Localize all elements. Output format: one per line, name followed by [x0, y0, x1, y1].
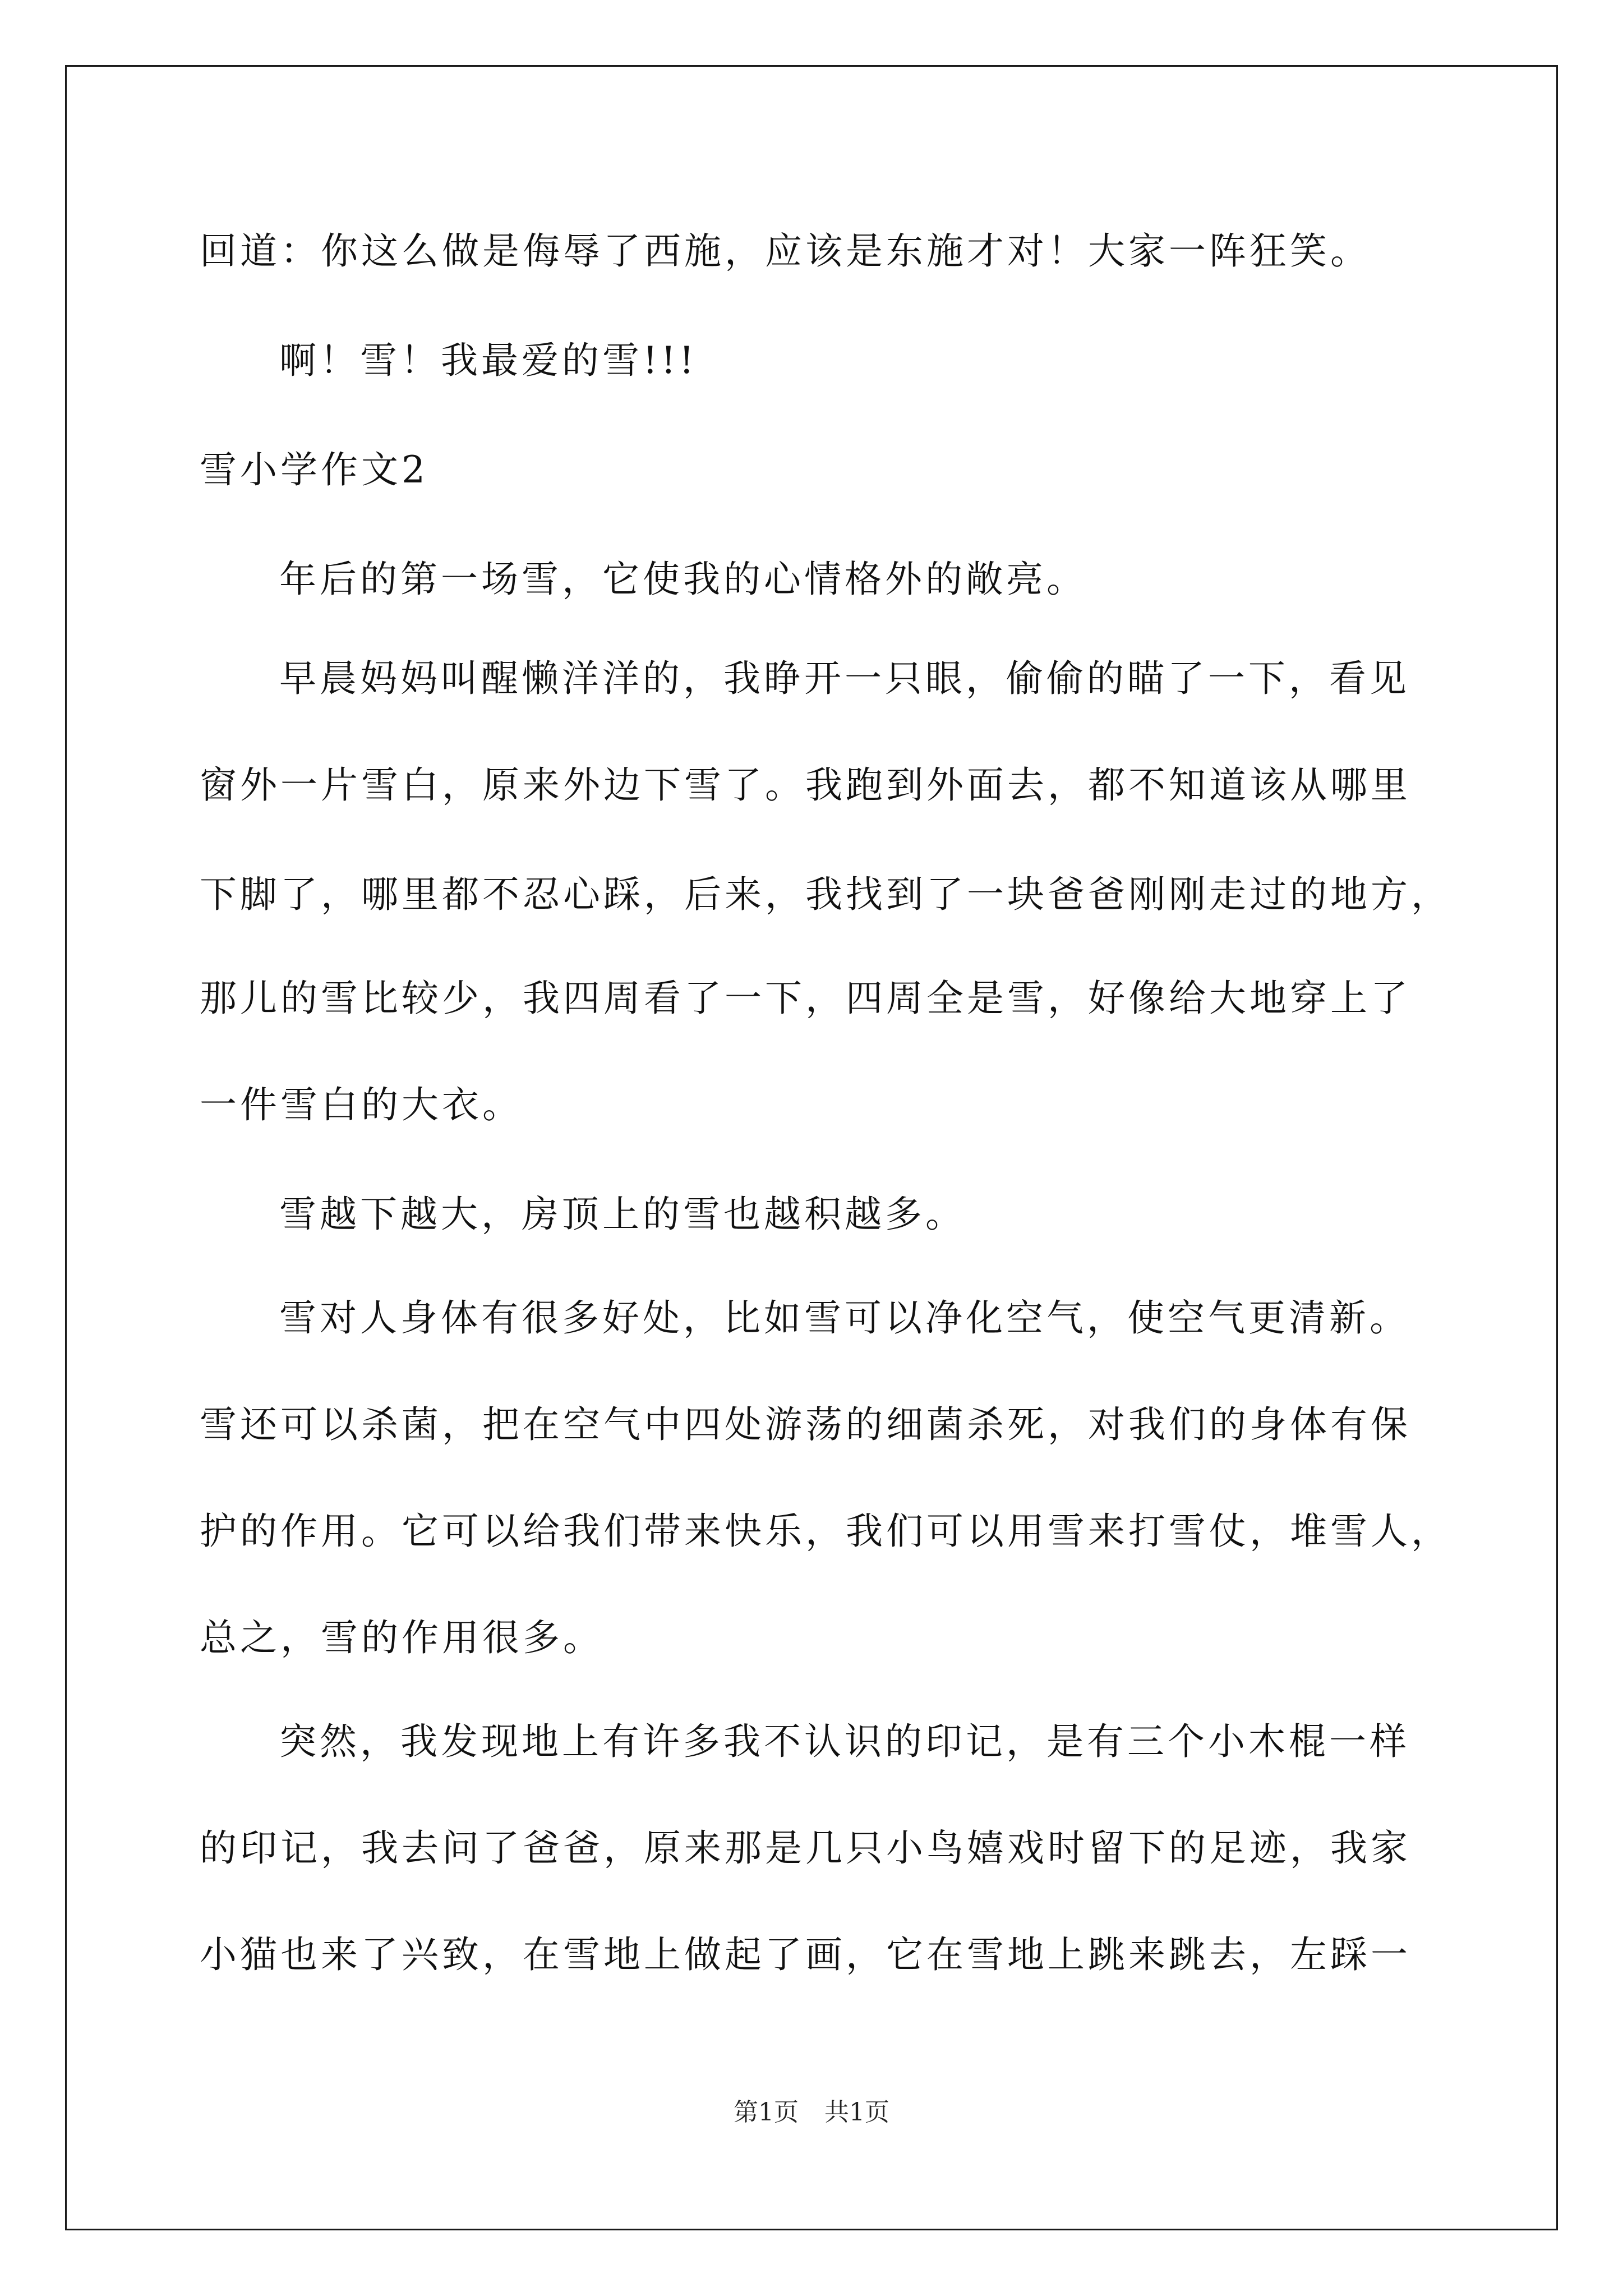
page-footer — [0, 2097, 1623, 2128]
text-line: 窗外一片雪白，原来外边下雪了。我跑到外面去，都不知道该从哪里 — [200, 763, 1411, 807]
text-line: 一件雪白的大衣。 — [200, 1083, 523, 1126]
section-heading: 雪小学作文2 — [200, 448, 428, 491]
text-line: 小猫也来了兴致，在雪地上做起了画，它在雪地上跳来跳去，左踩一 — [200, 1933, 1411, 1976]
text-line: 突然，我发现地上有许多我不认识的印记，是有三个小木棍一样 — [279, 1720, 1410, 1763]
text-line: 下脚了，哪里都不忍心踩，后来，我找到了一块爸爸刚刚走过的地方， — [200, 873, 1451, 916]
text-line: 早晨妈妈叫醒懒洋洋的，我睁开一只眼，偷偷的瞄了一下，看见 — [279, 657, 1410, 700]
text-line: 雪对人身体有很多好处，比如雪可以净化空气，使空气更清新。 — [279, 1296, 1410, 1340]
text-line: 的印记，我去问了爸爸，原来那是几只小鸟嬉戏时留下的足迹，我家 — [200, 1826, 1411, 1870]
text-line: 回道：你这么做是侮辱了西施，应该是东施才对！大家一阵狂笑。 — [200, 229, 1371, 273]
page-total: 共1页 — [824, 2098, 889, 2127]
text-line: 护的作用。它可以给我们带来快乐，我们可以用雪来打雪仗，堆雪人， — [200, 1510, 1451, 1553]
text-line: 雪还可以杀菌，把在空气中四处游荡的细菌杀死，对我们的身体有保 — [200, 1403, 1411, 1446]
text-line: 啊！雪！我最爱的雪!!! — [279, 339, 698, 382]
page-border — [65, 65, 1558, 2230]
text-line: 总之，雪的作用很多。 — [200, 1616, 603, 1659]
text-line: 那儿的雪比较少，我四周看了一下，四周全是雪，好像给大地穿上了 — [200, 977, 1411, 1020]
page-number: 第1页 — [734, 2098, 799, 2127]
text-line: 年后的第一场雪，它使我的心情格外的敞亮。 — [279, 558, 1087, 601]
text-line: 雪越下越大，房顶上的雪也越积越多。 — [279, 1193, 966, 1236]
